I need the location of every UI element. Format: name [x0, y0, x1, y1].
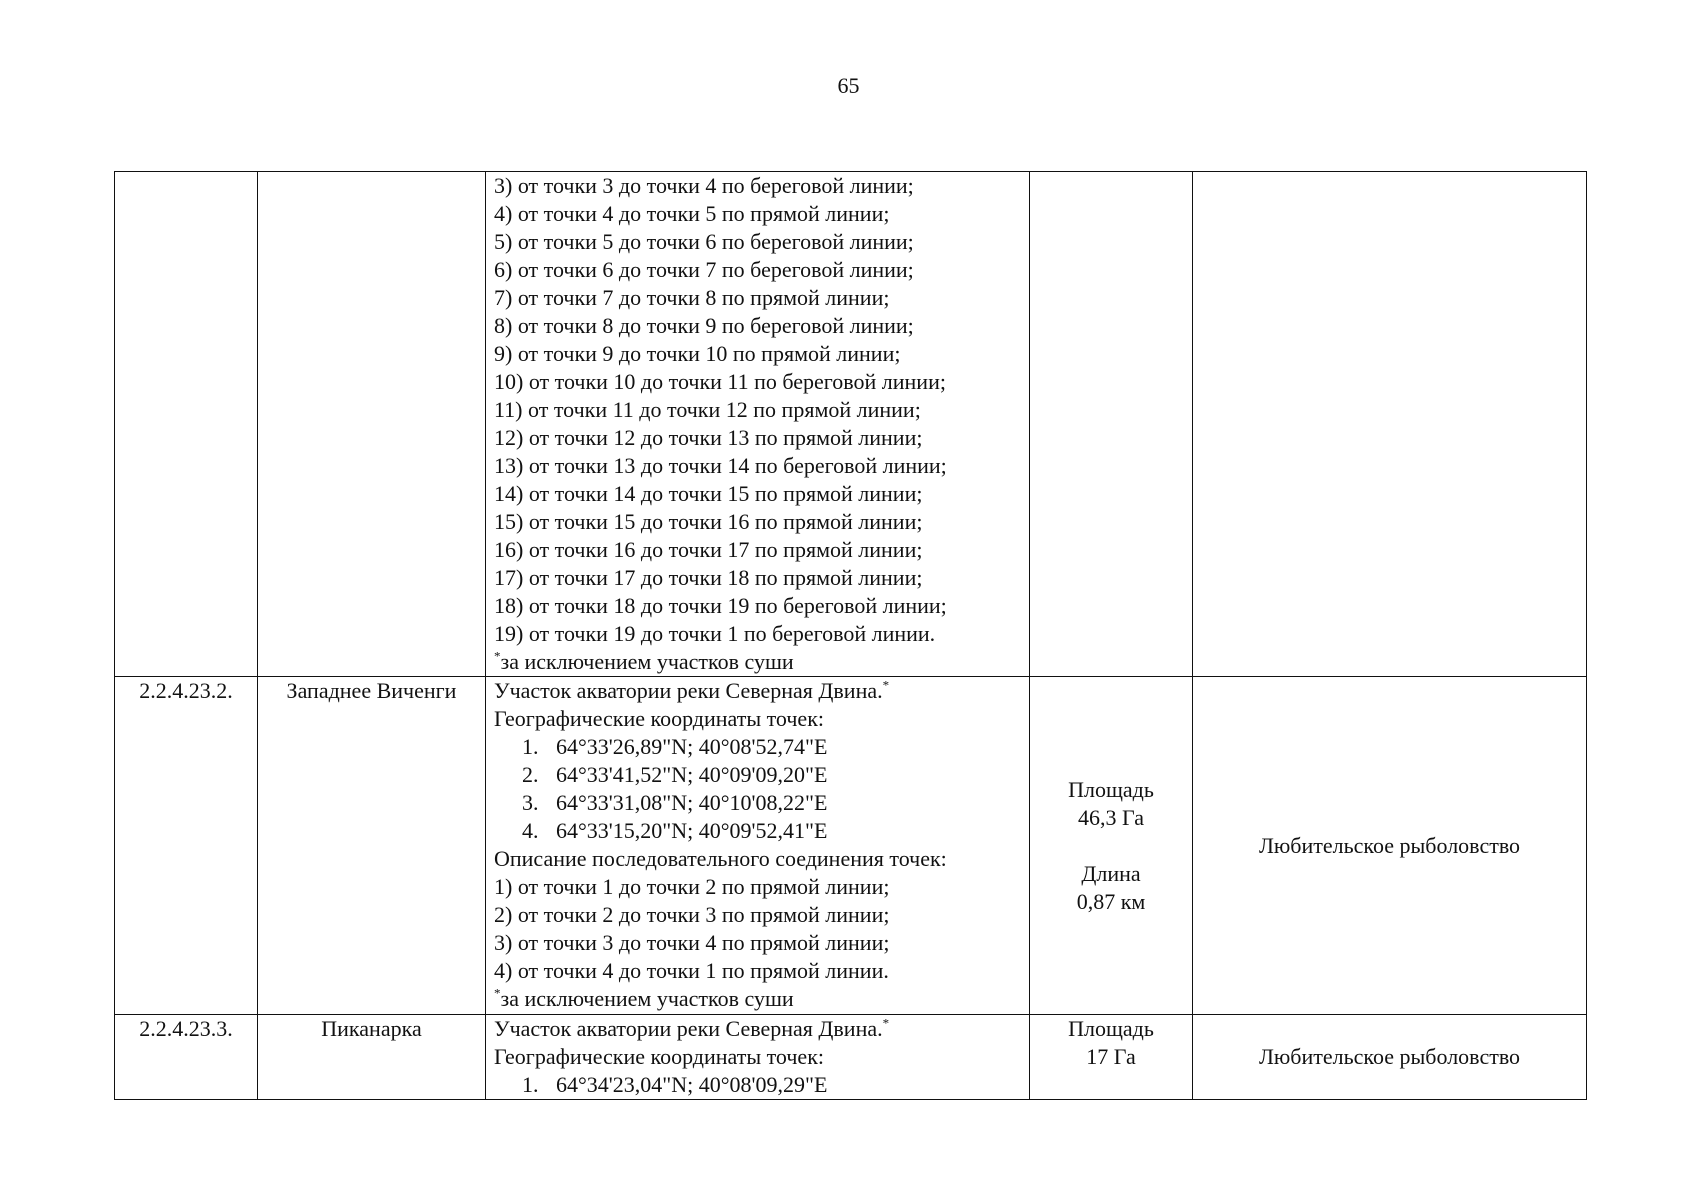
- coordinate-item: [494, 761, 1021, 789]
- intro-text: Участок акватории реки Северная Двина.: [494, 1016, 883, 1041]
- connection-line: 19) от точки 19 до точки 1 по береговой линии.: [494, 621, 936, 646]
- cell-number: [115, 1015, 258, 1100]
- cell-description: [486, 172, 1030, 677]
- length-value: 0,87 км: [1076, 888, 1146, 914]
- fishing-areas-table: [114, 171, 1587, 1100]
- connection-line: 9) от точки 9 до точки 10 по прямой линии;: [494, 341, 901, 366]
- cell-purpose: [1193, 172, 1587, 677]
- cell-purpose: [1193, 1015, 1587, 1100]
- connection-line: 7) от точки 7 до точки 8 по прямой линии;: [494, 285, 890, 310]
- footnote-text: за исключением участков суши: [500, 986, 794, 1011]
- purpose-text: Любительское рыболовство: [1258, 832, 1521, 858]
- cell-purpose: [1193, 677, 1587, 1015]
- table-row: [115, 677, 1587, 1015]
- connection-line: 4) от точки 4 до точки 5 по прямой линии;: [494, 201, 890, 226]
- size-spacer: [1038, 832, 1184, 860]
- connection-line: 16) от точки 16 до точки 17 по прямой линии;: [494, 537, 923, 562]
- coordinate-value: 64°33'41,52"N; 40°09'09,20"E: [556, 762, 828, 787]
- purpose-text: Любительское рыболовство: [1258, 1044, 1521, 1069]
- connection-line: 11) от точки 11 до точки 12 по прямой линии;: [494, 397, 921, 422]
- coordinate-item: [494, 1071, 1021, 1099]
- connection-line: 12) от точки 12 до точки 13 по прямой линии;: [494, 425, 923, 450]
- coordinate-value: 64°33'15,20"N; 40°09'52,41"E: [556, 818, 828, 843]
- area-label: Площадь: [1068, 776, 1154, 802]
- connection-line: 3) от точки 3 до точки 4 по береговой линии;: [494, 173, 914, 198]
- connection-line: 8) от точки 8 до точки 9 по береговой линии;: [494, 313, 914, 338]
- connection-line: 3) от точки 3 до точки 4 по прямой линии;: [494, 930, 890, 955]
- table-row: [115, 1015, 1587, 1100]
- footnote: [494, 648, 1021, 676]
- coordinate-item: [494, 789, 1021, 817]
- footnote-mark: *: [882, 1015, 890, 1031]
- cell-name: [258, 172, 486, 677]
- area-number: 2.2.4.23.2.: [139, 678, 233, 703]
- cell-size: [1030, 1015, 1193, 1100]
- area-number: 2.2.4.23.3.: [139, 1016, 233, 1041]
- connection-line: 4) от точки 4 до точки 1 по прямой линии.: [494, 958, 889, 983]
- coordinate-number: 1.: [522, 1072, 539, 1097]
- connection-line: 10) от точки 10 до точки 11 по береговой линии;: [494, 369, 946, 394]
- connection-line: 6) от точки 6 до точки 7 по береговой линии;: [494, 257, 914, 282]
- connection-line: 5) от точки 5 до точки 6 по береговой линии;: [494, 229, 914, 254]
- coordinate-number: 2.: [522, 762, 539, 787]
- intro-text: Участок акватории реки Северная Двина.: [494, 678, 883, 703]
- footnote: [494, 985, 1021, 1013]
- footnote-mark: *: [882, 677, 890, 693]
- area-name: Пиканарка: [321, 1016, 422, 1041]
- area-value: 17 Га: [1086, 1044, 1136, 1069]
- coordinate-item: [494, 817, 1021, 845]
- coordinate-number: 3.: [522, 790, 539, 815]
- cell-name: [258, 1015, 486, 1100]
- coordinate-value: 64°33'31,08"N; 40°10'08,22"E: [556, 790, 828, 815]
- coordinate-number: 4.: [522, 818, 539, 843]
- footnote-mark: *: [494, 648, 501, 664]
- area-label: Площадь: [1068, 1016, 1154, 1041]
- connection-line: 18) от точки 18 до точки 19 по береговой линии;: [494, 593, 947, 618]
- connection-line: 13) от точки 13 до точки 14 по береговой линии;: [494, 453, 947, 478]
- footnote-text: за исключением участков суши: [500, 649, 794, 674]
- table-row: [115, 172, 1587, 677]
- footnote-mark: *: [494, 985, 501, 1001]
- area-intro: [494, 677, 1021, 705]
- cell-number: [115, 172, 258, 677]
- length-label: Длина: [1081, 860, 1141, 886]
- cell-size: [1030, 172, 1193, 677]
- cell-name: [258, 677, 486, 1015]
- area-intro: [494, 1015, 1021, 1043]
- cell-number: [115, 677, 258, 1015]
- cell-description: [486, 677, 1030, 1015]
- connection-line: 2) от точки 2 до точки 3 по прямой линии;: [494, 902, 890, 927]
- page-number: 65: [837, 73, 860, 98]
- coordinate-value: 64°34'23,04"N; 40°08'09,29"E: [556, 1072, 828, 1097]
- coordinate-item: [494, 733, 1021, 761]
- connection-line: 1) от точки 1 до точки 2 по прямой линии;: [494, 874, 890, 899]
- coords-heading: Географические координаты точек:: [494, 706, 824, 731]
- coordinate-number: 1.: [522, 734, 539, 759]
- coords-heading: Географические координаты точек:: [494, 1044, 824, 1069]
- area-name: Западнее Виченги: [286, 678, 457, 703]
- connection-line: 14) от точки 14 до точки 15 по прямой линии;: [494, 481, 923, 506]
- description-heading: Описание последовательного соединения точек:: [494, 846, 947, 871]
- area-value: 46,3 Га: [1078, 804, 1144, 830]
- coordinate-value: 64°33'26,89"N; 40°08'52,74"E: [556, 734, 828, 759]
- connection-line: 17) от точки 17 до точки 18 по прямой линии;: [494, 565, 923, 590]
- connection-line: 15) от точки 15 до точки 16 по прямой линии;: [494, 509, 923, 534]
- cell-description: [486, 1015, 1030, 1100]
- cell-size: [1030, 677, 1193, 1015]
